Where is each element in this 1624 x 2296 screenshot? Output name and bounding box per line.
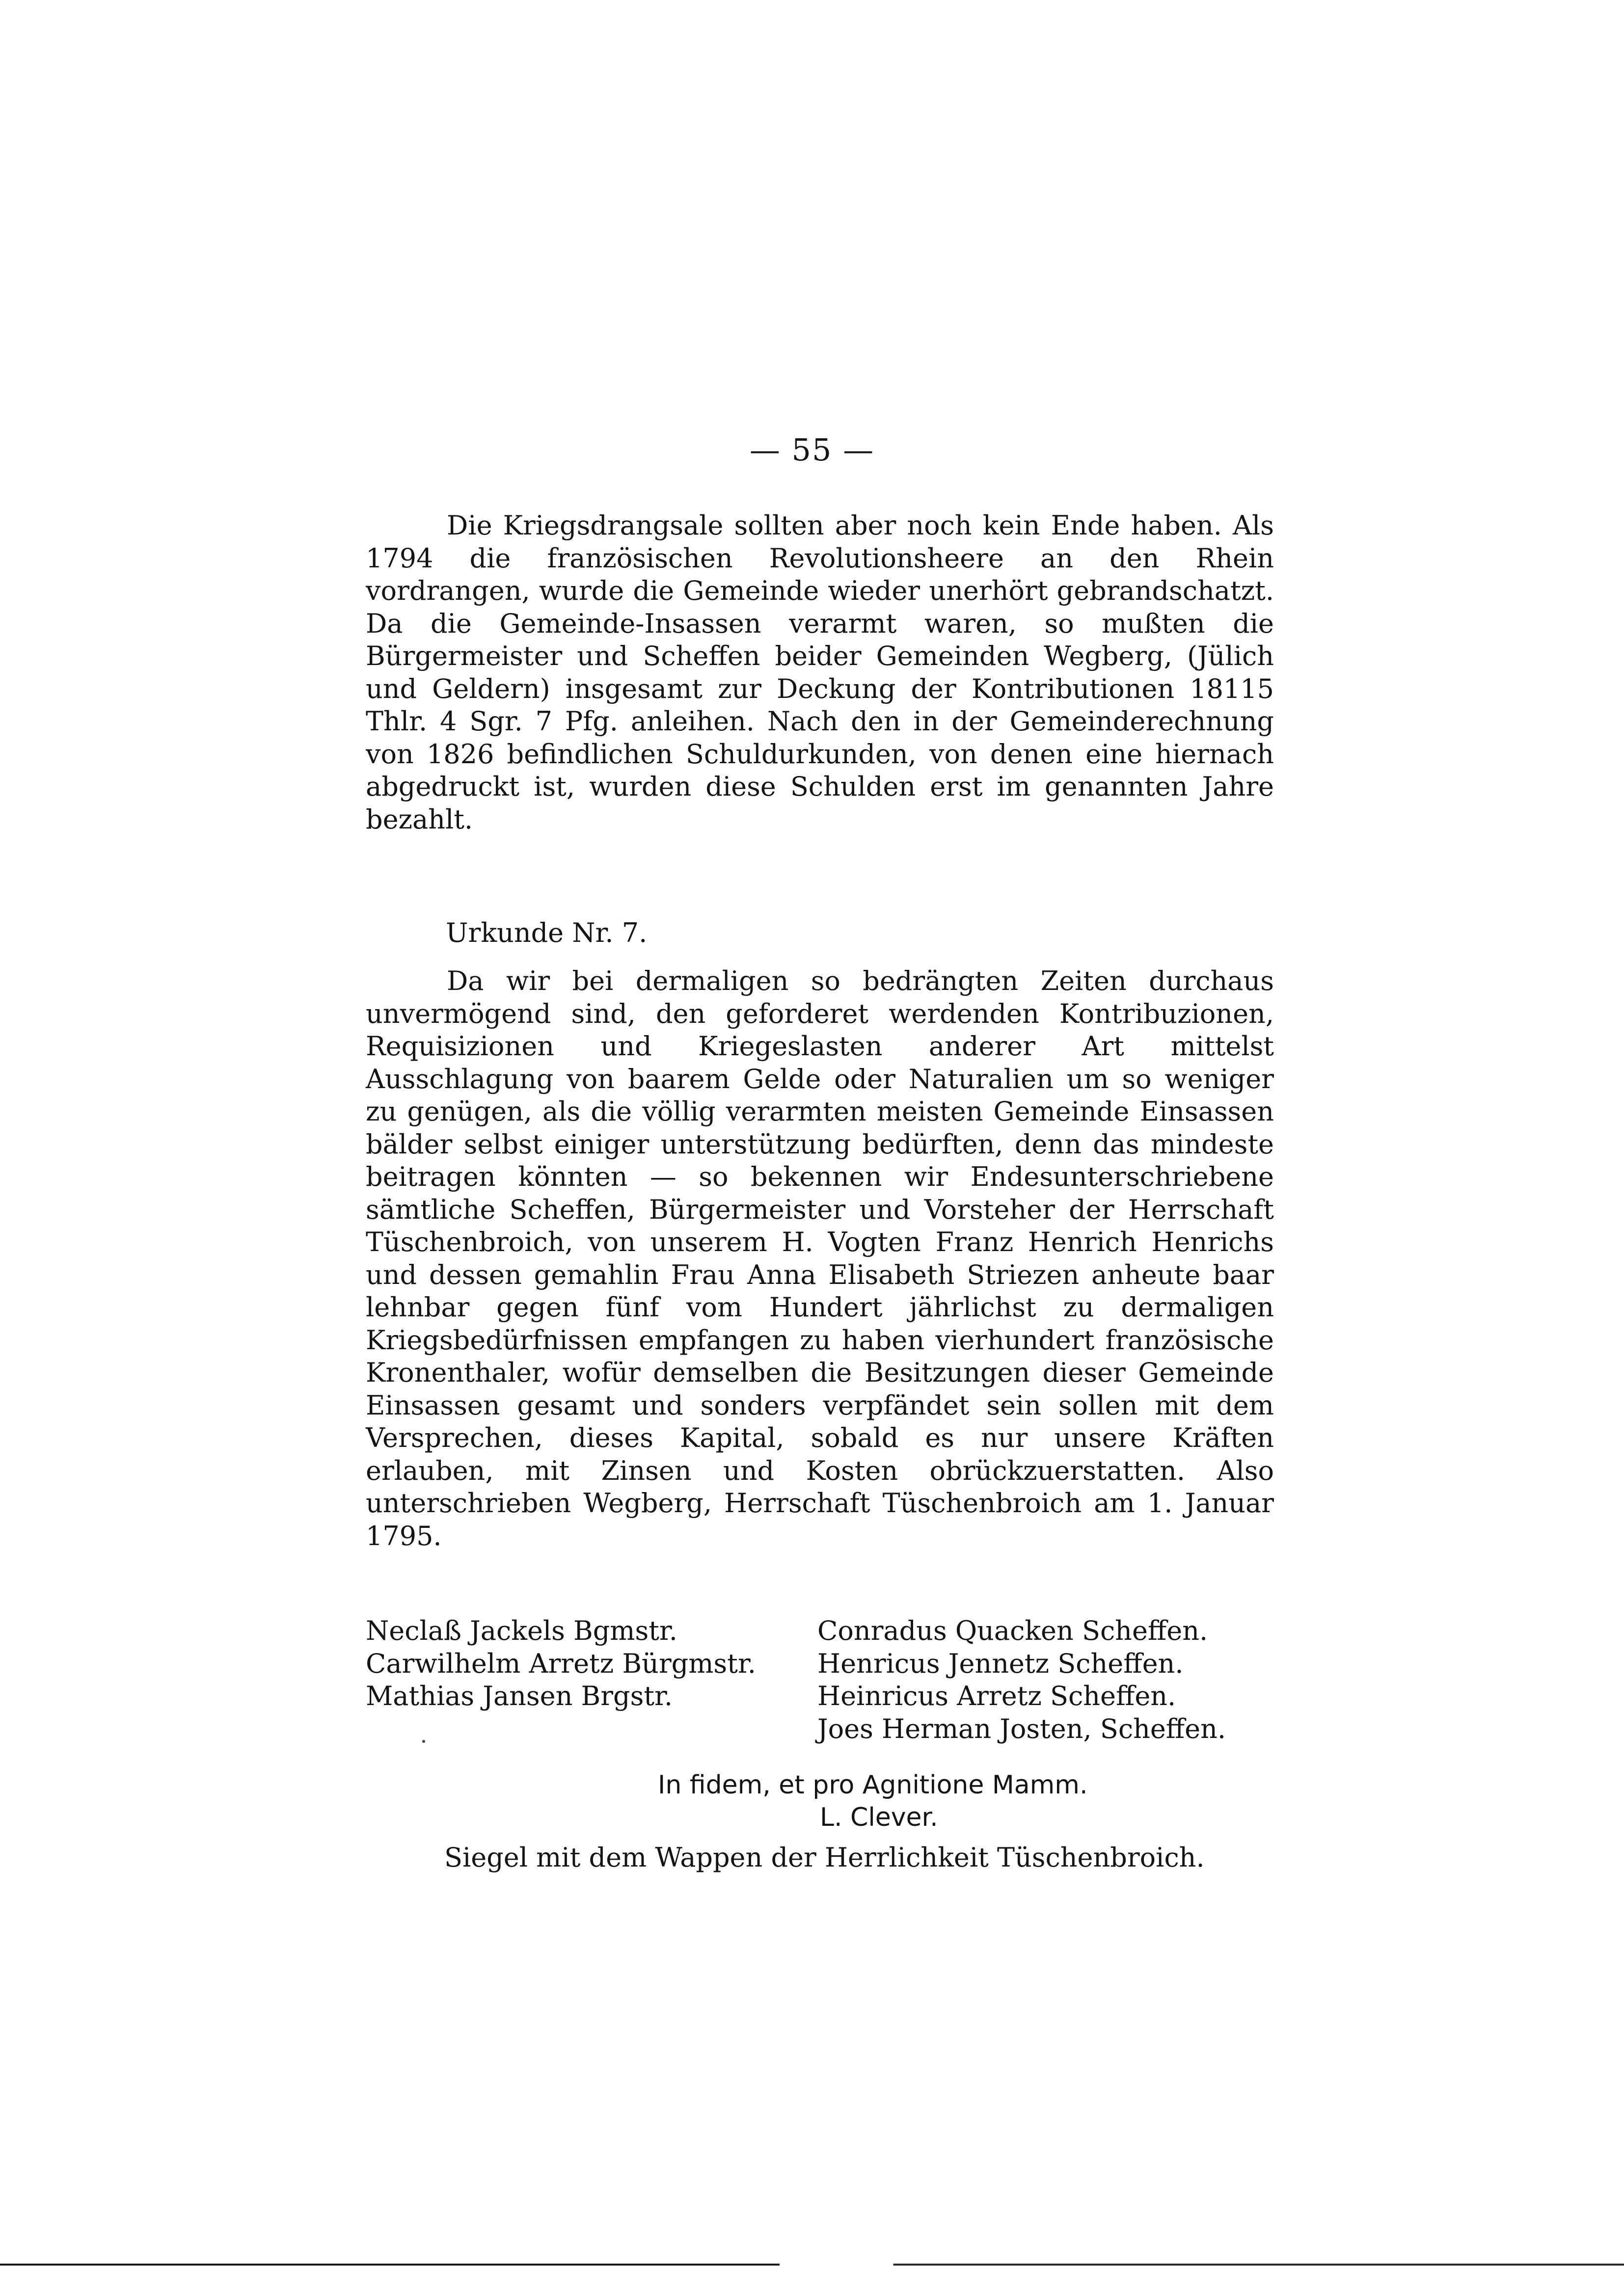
signature-right: Heinricus Arretz Scheffen. [817, 1681, 1176, 1711]
signature-right: Henricus Jennetz Scheffen. [817, 1648, 1184, 1679]
signature-row [366, 1648, 1274, 1681]
signature-right: Conradus Quacken Scheffen. [817, 1615, 1208, 1646]
signature-left [366, 1713, 808, 1746]
signature-left: Neclaß Jackels Bgmstr. [366, 1615, 677, 1646]
attestation-line: In fidem, et pro Agnitione Mamm. [658, 1770, 1088, 1800]
signature-left: Mathias Jansen Brgstr. [366, 1681, 673, 1711]
attestation-name: L. Clever. [820, 1803, 938, 1832]
document-heading: Urkunde Nr. 7. [446, 917, 648, 948]
signature-block [366, 1615, 1274, 1745]
signature-right: Joes Herman Josten, Scheffen. [817, 1713, 1226, 1744]
paragraph-war-hardships: Die Kriegsdrangsale sollten aber noch kein Ende haben. Als 1794 die französischen Revolutionsheere an den Rhein vordrangen, wurde die Gemeinde wieder unerhört gebrandschatzt. Da die Gemeinde-Insassen verarmt waren, so mußten die Bürgermeister und Scheffen beider Gemeinden Wegberg, (Jülich und Geldern) insgesamt zur Deckung der Kontributionen 18115 Thlr. 4 Sgr. 7 Pfg. anleihen. Nach den in der Gemeinderechnung von 1826 befindlichen Schuldurkunden, von denen eine hiernach abgedruckt ist, wurden diese Schulden erst im genannten Jahre bezahlt. [366, 510, 1274, 835]
signature-row [366, 1680, 1274, 1713]
signature-row [366, 1615, 1274, 1648]
seal-note: Siegel mit dem Wappen der Herrlichkeit Tüschenbroich. [444, 1842, 1205, 1873]
paragraph-deed-text: Da wir bei dermaligen so bedrängten Zeiten durchaus unvermögend sind, den geforderet werdenden Kontribuzionen, Requisizionen und Kriegeslasten anderer Art mittelst Ausschlagung von baarem Gelde oder Naturalien um so weniger zu genügen, als die völlig verarmten meisten Gemeinde Einsassen bälder selbst einiger unterstützung bedürften, denn das mindeste beitragen könnten — so bekennen wir Endesunterschriebene sämtliche Scheffen, Bürgermeister und Vorsteher der Herrschaft Tüschenbroich, von unserem H. Vogten Franz Henrich Henrichs und dessen gemahlin Frau Anna Elisabeth Striezen anheute baar lehnbar gegen fünf vom Hundert jährlichst zu dermaligen Kriegsbedürfnissen empfangen zu haben vierhundert französische Kronenthaler, wofür demselben die Besitzungen dieser Gemeinde Einsassen gesamt und sonders verpfändet sein sollen mit dem Versprechen, dieses Kapital, sobald es nur unsere Kräften erlauben, mit Zinsen und Kosten obrückzuerstatten. Also unterschrieben Wegberg, Herrschaft Tüschenbroich am 1. Januar 1795. [366, 965, 1274, 1551]
signature-left: Carwilhelm Arretz Bürgmstr. [366, 1648, 756, 1679]
page-number: — 55 — [749, 432, 875, 468]
signature-row [366, 1713, 1274, 1746]
ink-speck [422, 1740, 425, 1743]
scan-edge-line [0, 2264, 1624, 2266]
